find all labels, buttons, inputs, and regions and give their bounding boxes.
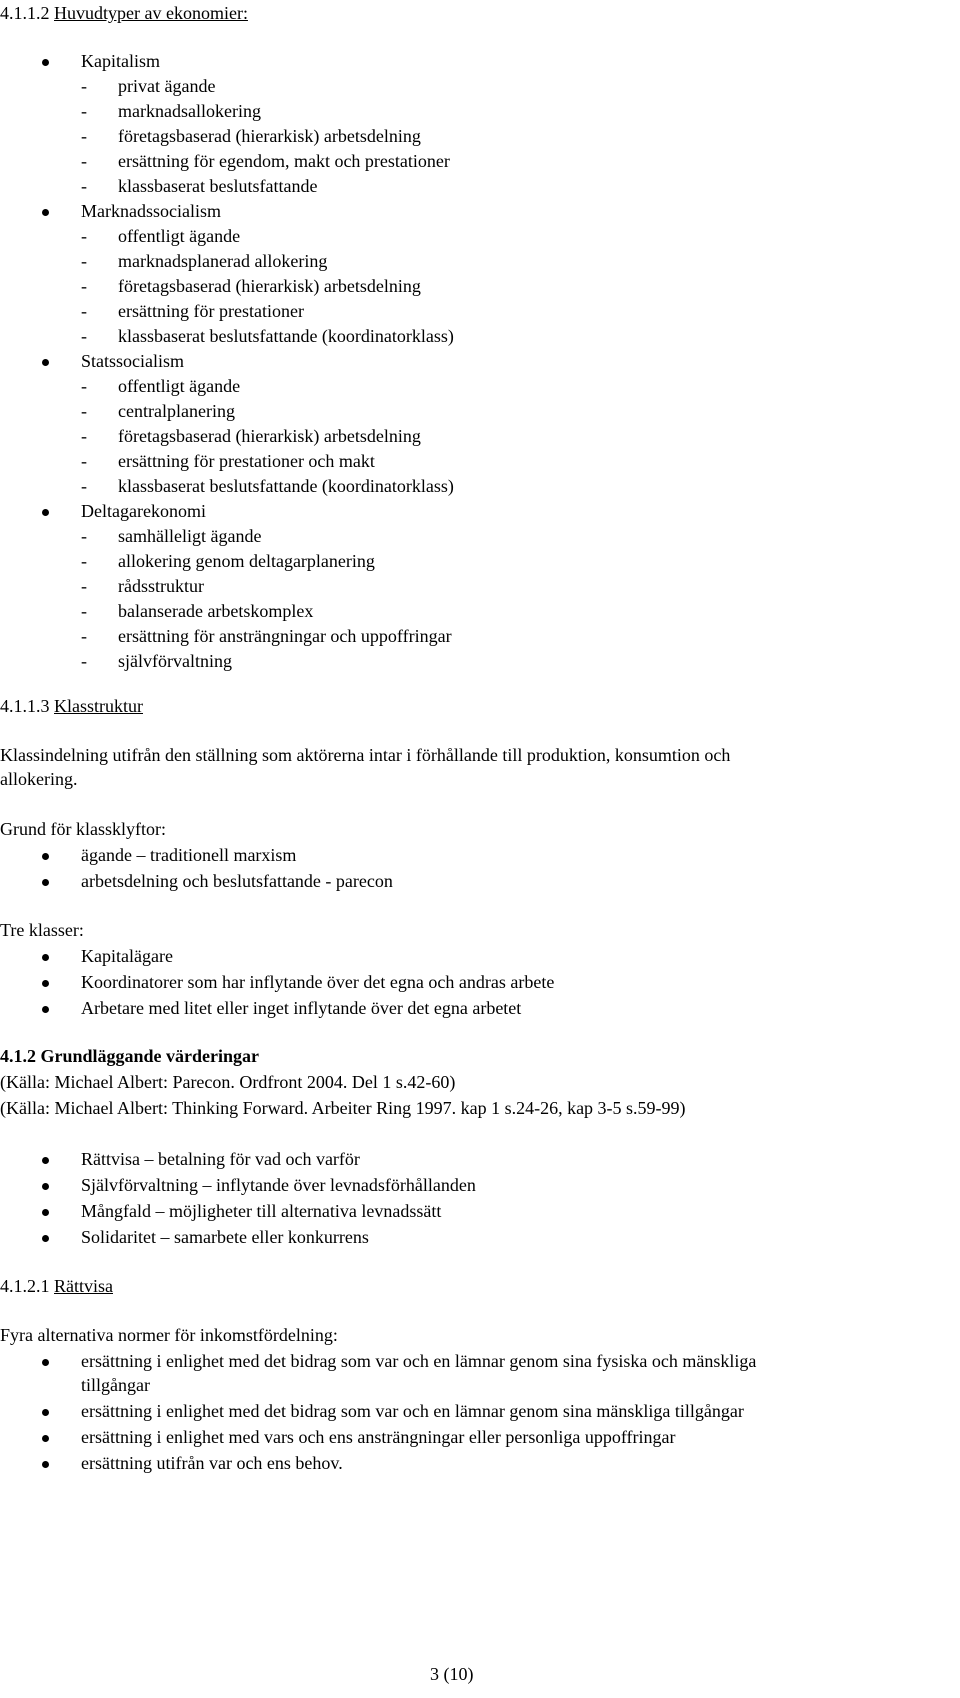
economy-characteristic: centralplanering [118, 401, 235, 421]
economy-characteristic: rådsstruktur [118, 576, 204, 596]
fyra-normer-label: Fyra alternativa normer för inkomstfördelning: [0, 1325, 338, 1345]
value-item: Solidaritet – samarbete eller konkurrens [81, 1227, 369, 1247]
bullet-icon [42, 1409, 49, 1416]
economy-characteristic: samhälleligt ägande [118, 526, 262, 546]
economy-type-name: Marknadssocialism [81, 201, 221, 221]
economy-characteristic: ersättning för ansträngningar och uppoffringar [118, 626, 452, 646]
economy-characteristic: ersättning för prestationer [118, 301, 304, 321]
economy-characteristic: offentligt ägande [118, 376, 241, 396]
bullet-icon [42, 509, 49, 516]
value-item: Självförvaltning – inflytande över levnadsförhållanden [81, 1175, 476, 1195]
dash-marker: - [81, 651, 87, 671]
economy-characteristic: balanserade arbetskomplex [118, 601, 314, 621]
economy-type-name: Statssocialism [81, 351, 184, 371]
bullet-icon [42, 853, 49, 860]
dash-marker: - [81, 551, 87, 571]
bullet-icon [42, 1435, 49, 1442]
dash-marker: - [81, 401, 87, 421]
norm-item: ersättning i enlighet med det bidrag som var och en lämnar genom sina mänskliga tillgångar [81, 1401, 744, 1421]
economy-characteristic: självförvaltning [118, 651, 232, 671]
source-citation-1: (Källa: Michael Albert: Parecon. Ordfront 2004. Del 1 s.42-60) [0, 1072, 456, 1092]
heading-title: Rättvisa [54, 1276, 113, 1296]
economy-characteristic: företagsbaserad (hierarkisk) arbetsdelning [118, 126, 421, 146]
dash-marker: - [81, 526, 87, 546]
paragraph-klassindelning-line2: allokering. [0, 769, 78, 789]
economy-characteristic: marknadsallokering [118, 101, 261, 121]
dash-marker: - [81, 251, 87, 271]
norm-item-line2: tillgångar [81, 1375, 150, 1395]
heading-title: Klasstruktur [54, 696, 143, 716]
economy-characteristic: marknadsplanerad allokering [118, 251, 328, 271]
dash-marker: - [81, 126, 87, 146]
economy-characteristic: privat ägande [118, 76, 216, 96]
grund-label: Grund för klassklyftor: [0, 819, 166, 839]
bullet-icon [42, 1359, 49, 1366]
section-heading-4-1-2-1 [0, 1273, 113, 1300]
source-citation-2: (Källa: Michael Albert: Thinking Forward. Arbeiter Ring 1997. kap 1 s.24-26, kap 3-5 s.59-99) [0, 1098, 686, 1118]
economy-type-name: Deltagarekonomi [81, 501, 206, 521]
class-item: Koordinatorer som har inflytande över det egna och andras arbete [81, 972, 555, 992]
economy-characteristic: klassbaserat beslutsfattande (koordinatorklass) [118, 326, 454, 346]
norm-item: ersättning utifrån var och ens behov. [81, 1453, 343, 1473]
bullet-icon [42, 1157, 49, 1164]
section-heading-4-1-1-3 [0, 693, 143, 720]
page-number: 3 (10) [430, 1664, 474, 1684]
dash-marker: - [81, 226, 87, 246]
economy-characteristic: klassbaserat beslutsfattande [118, 176, 318, 196]
bullet-icon [42, 209, 49, 216]
dash-marker: - [81, 376, 87, 396]
bullet-icon [42, 59, 49, 66]
dash-marker: - [81, 601, 87, 621]
dash-marker: - [81, 326, 87, 346]
dash-marker: - [81, 476, 87, 496]
bullet-icon [42, 879, 49, 886]
bullet-icon [42, 1461, 49, 1468]
dash-marker: - [81, 176, 87, 196]
heading-number: 4.1.1.2 [0, 3, 54, 23]
economy-characteristic: ersättning för prestationer och makt [118, 451, 375, 471]
economy-characteristic: klassbaserat beslutsfattande (koordinatorklass) [118, 476, 454, 496]
class-item: Kapitalägare [81, 946, 173, 966]
paragraph-klassindelning-line1: Klassindelning utifrån den ställning som aktörerna intar i förhållande till produktion, konsumtion och [0, 745, 731, 765]
heading-title: Huvudtyper av ekonomier: [54, 3, 248, 23]
class-item: Arbetare med litet eller inget inflytande över det egna arbetet [81, 998, 522, 1018]
dash-marker: - [81, 76, 87, 96]
dash-marker: - [81, 101, 87, 121]
tre-klasser-label: Tre klasser: [0, 920, 84, 940]
economy-characteristic: företagsbaserad (hierarkisk) arbetsdelning [118, 276, 421, 296]
section-heading-4-1-2: 4.1.2 Grundläggande värderingar [0, 1046, 260, 1066]
economy-characteristic: allokering genom deltagarplanering [118, 551, 375, 571]
heading-number: 4.1.2.1 [0, 1276, 54, 1296]
bullet-icon [42, 980, 49, 987]
dash-marker: - [81, 426, 87, 446]
norm-item-line1: ersättning i enlighet med det bidrag som var och en lämnar genom sina fysiska och mänskliga [81, 1351, 757, 1371]
dash-marker: - [81, 276, 87, 296]
bullet-icon [42, 1209, 49, 1216]
economy-characteristic: företagsbaserad (hierarkisk) arbetsdelning [118, 426, 421, 446]
value-item: Mångfald – möjligheter till alternativa levnadssätt [81, 1201, 442, 1221]
economy-characteristic: offentligt ägande [118, 226, 241, 246]
economy-characteristic: ersättning för egendom, makt och prestationer [118, 151, 450, 171]
dash-marker: - [81, 626, 87, 646]
bullet-icon [42, 359, 49, 366]
value-item: Rättvisa – betalning för vad och varför [81, 1149, 360, 1169]
grund-item: arbetsdelning och beslutsfattande - parecon [81, 871, 393, 891]
grund-item: ägande – traditionell marxism [81, 845, 297, 865]
norm-item: ersättning i enlighet med vars och ens ansträngningar eller personliga uppoffringar [81, 1427, 676, 1447]
bullet-icon [42, 1006, 49, 1013]
section-heading-4-1-1-2 [0, 0, 248, 27]
dash-marker: - [81, 151, 87, 171]
bullet-icon [42, 1235, 49, 1242]
dash-marker: - [81, 451, 87, 471]
heading-number: 4.1.1.3 [0, 696, 54, 716]
bullet-icon [42, 1183, 49, 1190]
economy-type-name: Kapitalism [81, 51, 160, 71]
dash-marker: - [81, 576, 87, 596]
bullet-icon [42, 954, 49, 961]
dash-marker: - [81, 301, 87, 321]
